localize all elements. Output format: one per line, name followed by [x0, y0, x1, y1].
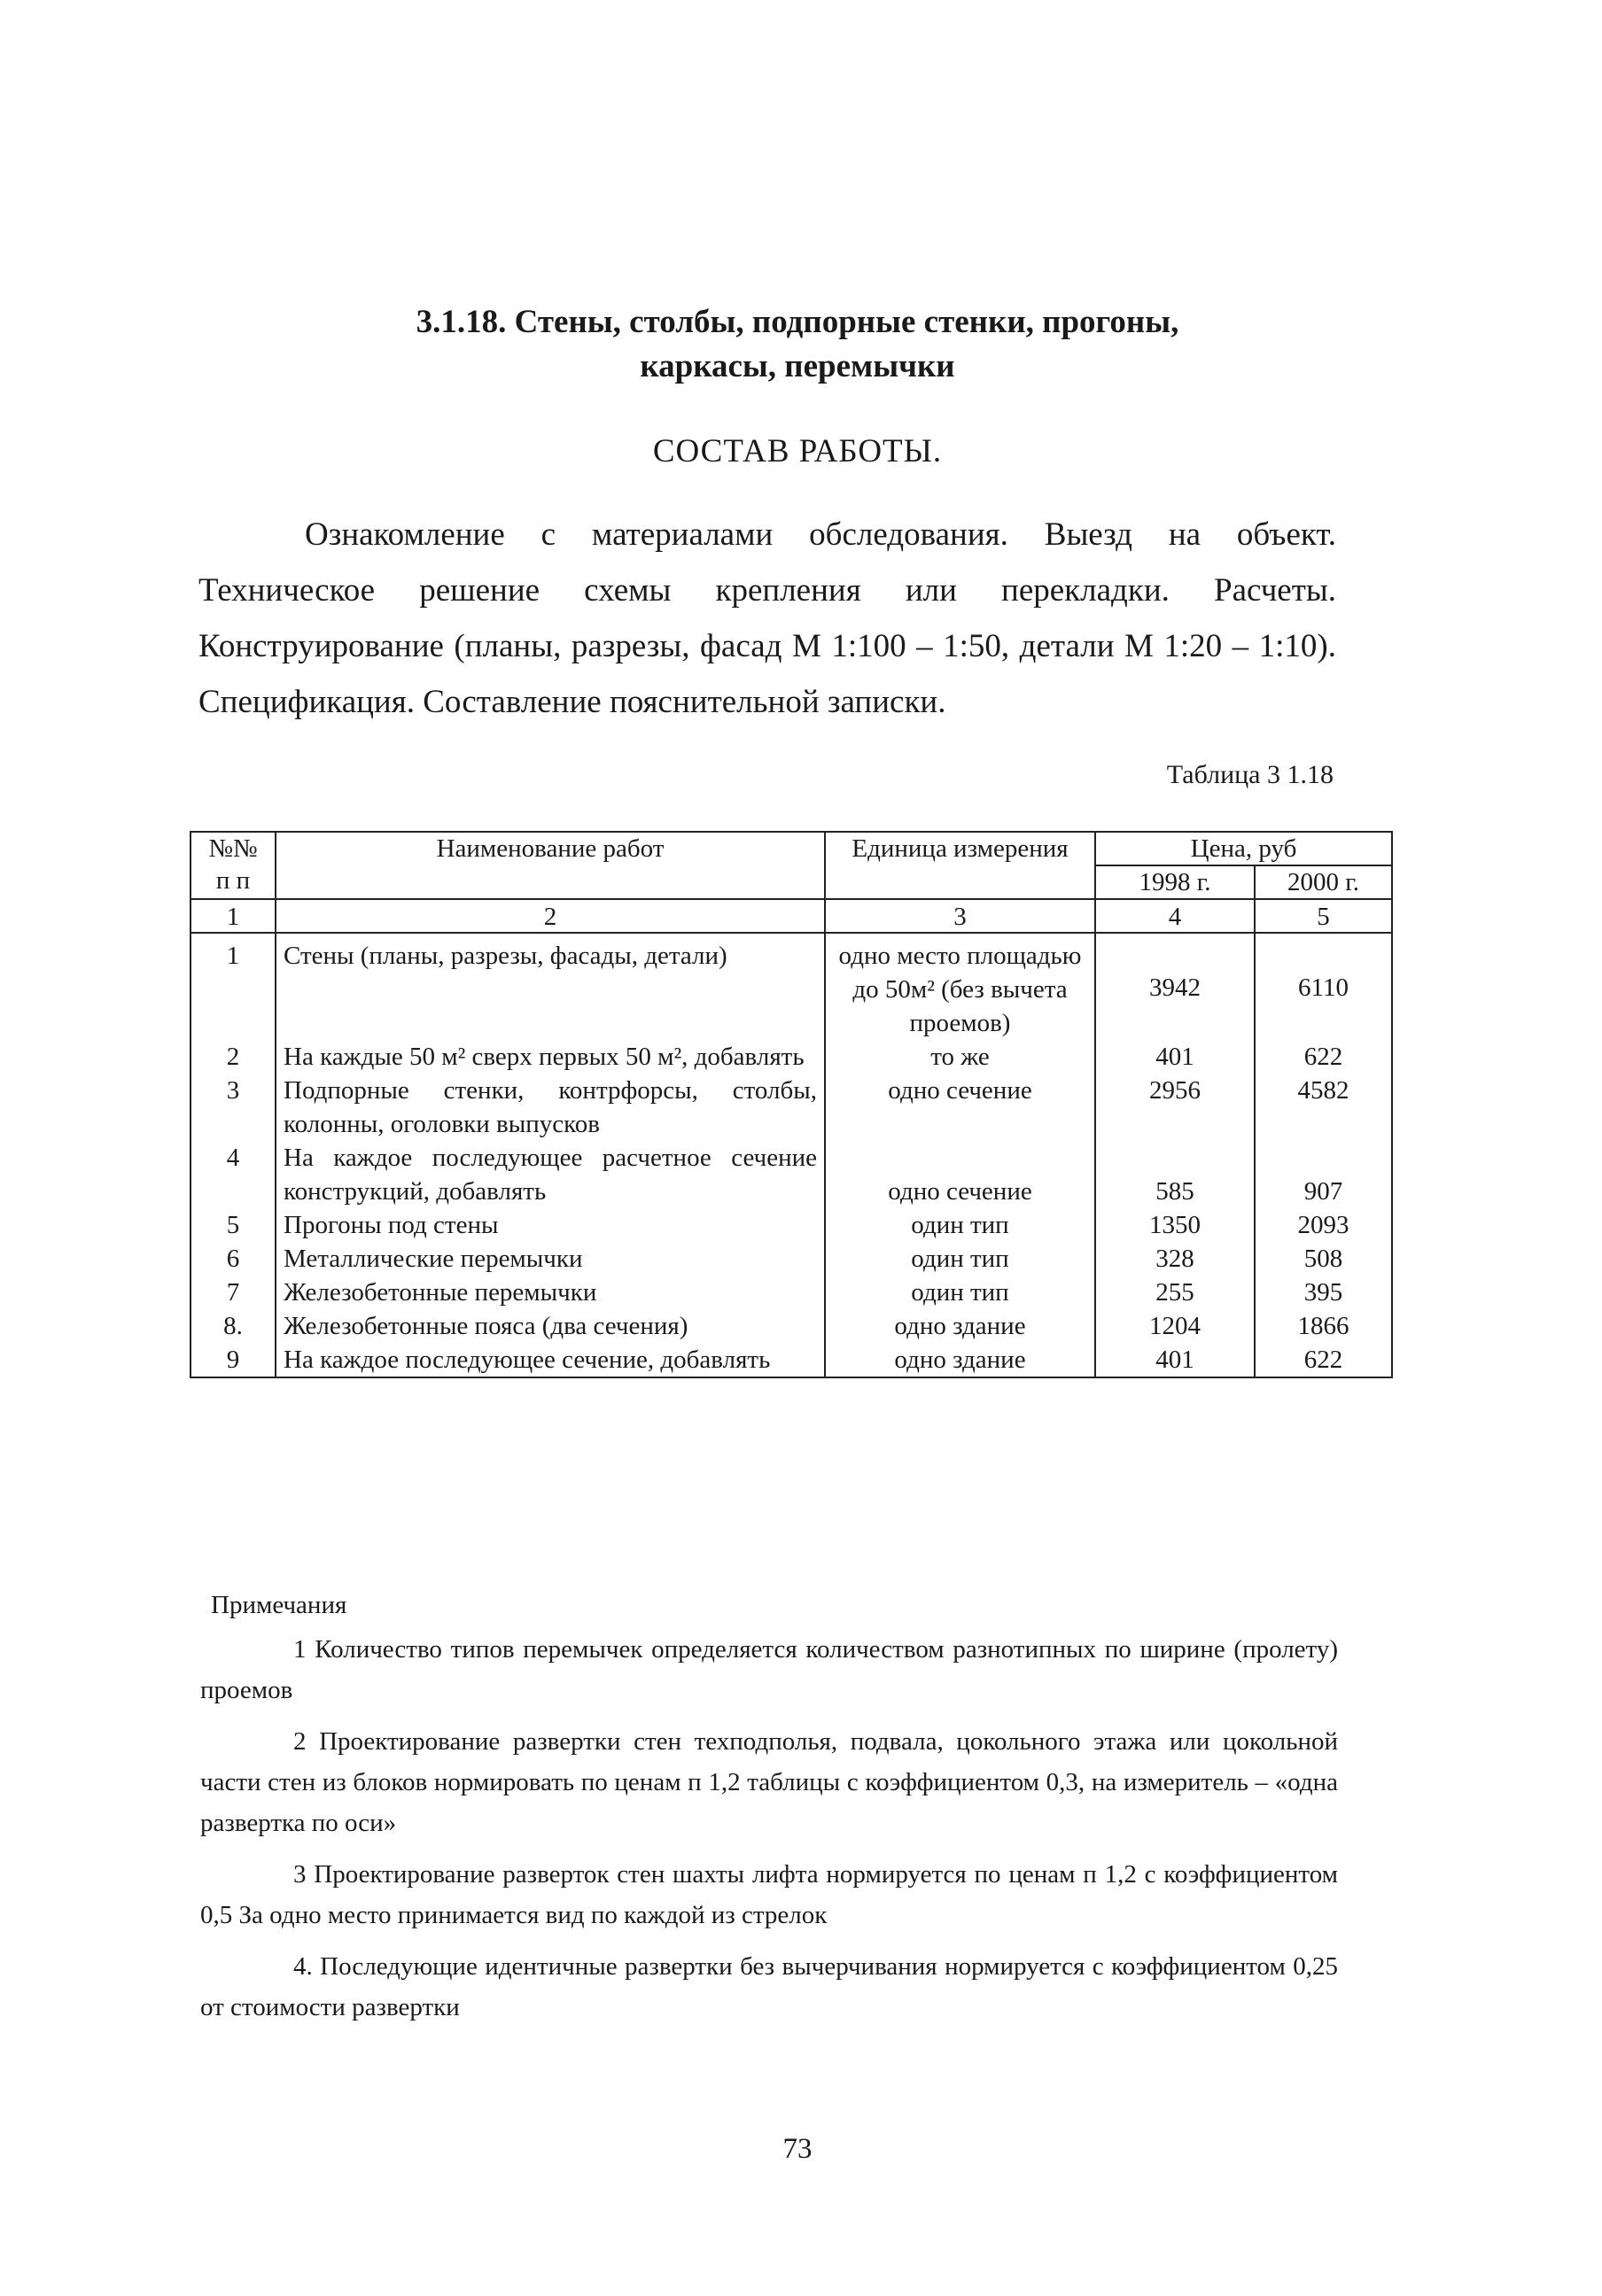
section-heading-line-2: каркасы, перемычки	[640, 348, 955, 384]
price-2000: 622	[1255, 1040, 1392, 1074]
price-2000: 4582	[1255, 1074, 1392, 1141]
table-row	[191, 1040, 1392, 1074]
row-number: 7	[191, 1276, 276, 1309]
price-2000: 2093	[1255, 1208, 1392, 1242]
price-2000: 395	[1255, 1276, 1392, 1309]
work-name: Прогоны под стены	[276, 1208, 825, 1242]
unit: одно сечение	[825, 1141, 1095, 1208]
header-number: №№ п п	[191, 832, 276, 899]
unit: одно здание	[825, 1343, 1095, 1377]
work-composition-title: СОСТАВ РАБОТЫ.	[652, 433, 943, 469]
notes-title: Примечания	[211, 1591, 347, 1619]
table-row	[191, 1074, 1392, 1141]
price-1998: 401	[1095, 1343, 1255, 1377]
work-name: Железобетонные перемычки	[276, 1276, 825, 1309]
row-number: 9	[191, 1343, 276, 1377]
row-number: 6	[191, 1242, 276, 1276]
table-row	[191, 1309, 1392, 1343]
unit: один тип	[825, 1208, 1095, 1242]
column-number: 5	[1255, 899, 1392, 933]
price-table	[190, 831, 1393, 1378]
unit: одно место площадью до 50м² (без вычета проемов)	[825, 933, 1095, 1040]
unit: один тип	[825, 1242, 1095, 1276]
work-name: Стены (планы, разрезы, фасады, детали)	[276, 933, 825, 1040]
table-row	[191, 933, 1392, 1040]
price-1998: 2956	[1095, 1074, 1255, 1141]
work-name: На каждое последующее сечение, добавлять	[276, 1343, 825, 1377]
note-item: 2 Проектирование развертки стен техподполья, подвала, цокольного этажа или цокольной части стен из блоков нормировать по ценам п 1,2 таблицы с коэффициентом 0,3, на измеритель – «одна развертка по оси»	[200, 1727, 1338, 1837]
row-number: 2	[191, 1040, 276, 1074]
table-row	[191, 1276, 1392, 1309]
price-1998: 328	[1095, 1242, 1255, 1276]
price-1998: 3942	[1095, 933, 1255, 1040]
row-number: 5	[191, 1208, 276, 1242]
section-heading-line-1: 3.1.18. Стены, столбы, подпорные стенки, прогоны,	[416, 304, 1179, 340]
price-1998: 401	[1095, 1040, 1255, 1074]
header-work-name: Наименование работ	[276, 832, 825, 899]
work-name: На каждое последующее расчетное сечение конструкций, добавлять	[276, 1141, 825, 1208]
header-year-1998: 1998 г.	[1095, 865, 1255, 899]
price-2000: 622	[1255, 1343, 1392, 1377]
work-name: Металлические перемычки	[276, 1242, 825, 1276]
notes-section	[200, 1591, 1338, 2038]
table-row	[191, 1242, 1392, 1276]
row-number: 4	[191, 1141, 276, 1208]
page-number: 73	[782, 2133, 813, 2165]
price-1998: 585	[1095, 1141, 1255, 1208]
work-name: На каждые 50 м² сверх первых 50 м², добавлять	[276, 1040, 825, 1074]
table-row	[191, 1141, 1392, 1208]
row-number: 3	[191, 1074, 276, 1141]
unit: один тип	[825, 1276, 1095, 1309]
price-2000: 907	[1255, 1141, 1392, 1208]
unit: то же	[825, 1040, 1095, 1074]
column-number: 3	[825, 899, 1095, 933]
price-1998: 1204	[1095, 1309, 1255, 1343]
price-2000: 6110	[1255, 933, 1392, 1040]
unit: одно сечение	[825, 1074, 1095, 1141]
header-year-2000: 2000 г.	[1255, 865, 1392, 899]
column-number: 2	[276, 899, 825, 933]
column-number: 4	[1095, 899, 1255, 933]
unit: одно здание	[825, 1309, 1095, 1343]
table-label: Таблица 3 1.18	[1166, 760, 1334, 789]
table-row	[191, 1343, 1392, 1377]
header-price: Цена, руб	[1095, 832, 1392, 865]
table-row	[191, 1208, 1392, 1242]
work-description	[198, 507, 1336, 730]
work-name: Железобетонные пояса (два сечения)	[276, 1309, 825, 1343]
note-item: 1 Количество типов перемычек определяется количеством разнотипных по ширине (пролету) проемов	[200, 1635, 1338, 1704]
row-number: 8.	[191, 1309, 276, 1343]
column-number: 1	[191, 899, 276, 933]
price-1998: 255	[1095, 1276, 1255, 1309]
price-2000: 1866	[1255, 1309, 1392, 1343]
header-unit: Единица измерения	[825, 832, 1095, 899]
note-item: 4. Последующие идентичные развертки без вычерчивания нормируется с коэффициентом 0,25 от стоимости развертки	[200, 1952, 1338, 2021]
work-name: Подпорные стенки, контрфорсы, столбы, колонны, оголовки выпусков	[276, 1074, 825, 1141]
note-item: 3 Проектирование разверток стен шахты лифта нормируется по ценам п 1,2 с коэффициентом 0,5 За одно место принимается вид по каждой из стрелок	[200, 1860, 1338, 1929]
work-description-text: Ознакомление с материалами обследования. Выезд на объект. Техническое решение схемы крепления или перекладки. Расчеты. Конструирование (планы, разрезы, фасад М 1:100 – 1:50, детали М 1:20 – 1:10). Спецификация. Составление пояснительной записки.	[198, 516, 1336, 720]
price-2000: 508	[1255, 1242, 1392, 1276]
price-1998: 1350	[1095, 1208, 1255, 1242]
row-number: 1	[191, 933, 276, 1040]
